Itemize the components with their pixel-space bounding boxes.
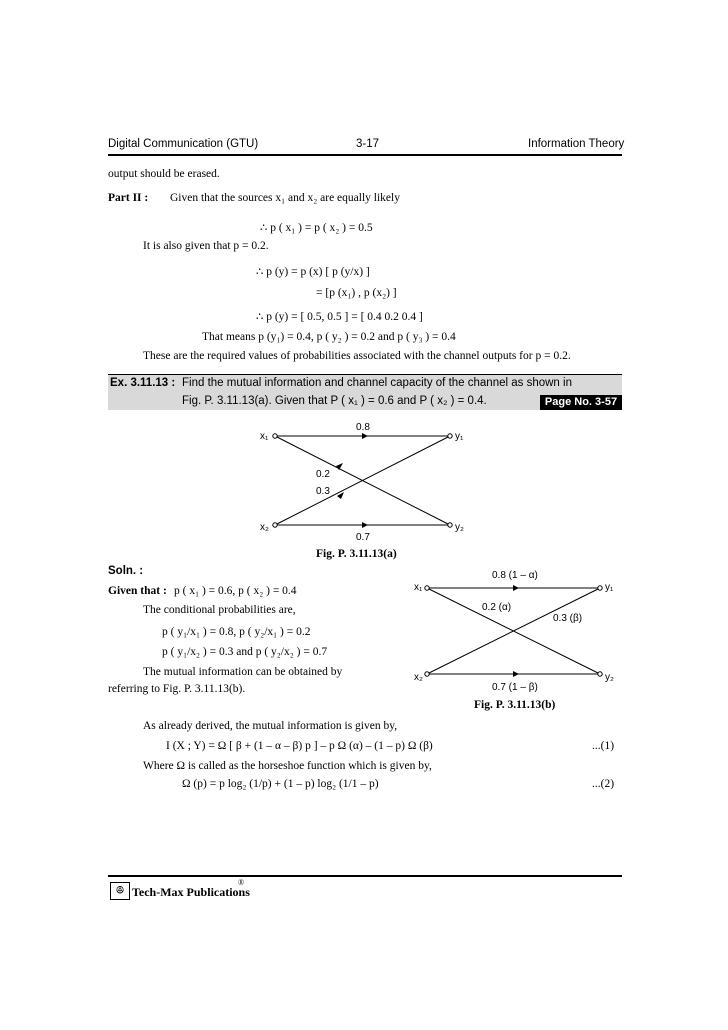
header-right: Information Theory: [528, 138, 625, 150]
part2-label: Part II :: [108, 192, 149, 204]
fig-a-y2: y₂: [455, 522, 464, 533]
fig-a-x1: x₁: [260, 431, 269, 442]
example-label: Ex. 3.11.13 :: [110, 377, 176, 389]
fig-b-x1: x₁: [414, 582, 423, 593]
required-values: These are the required values of probabilities associated with the channel outputs for p = 0.2.: [143, 350, 571, 362]
fig-a-y1: y₁: [455, 431, 464, 442]
fig-b-y2: y₂: [605, 672, 614, 683]
solution-label: Soln. :: [108, 565, 144, 577]
derivation-where: Where Ω is called as the horseshoe function which is given by,: [143, 760, 432, 772]
fig-b-p-top: 0.8 (1 – α): [492, 570, 538, 581]
derivation-intro: As already derived, the mutual information is given by,: [143, 720, 398, 732]
fig-a-p-top: 0.8: [356, 422, 370, 433]
part2-text: Given that the sources x₁ and x₂ are equally likely: [170, 192, 400, 204]
footer-rule: [108, 875, 622, 877]
registered-mark: ®: [238, 878, 245, 887]
header-page-number: 3-17: [356, 138, 380, 150]
fig-b-y1: y₁: [605, 582, 614, 593]
equation-py-1: ∴ p (y) = p (x) [ p (y/x) ]: [256, 266, 370, 278]
cond-2: p ( y₁/x₂ ) = 0.3 and p ( y₂/x₂ ) = 0.7: [162, 646, 328, 658]
header-left: Digital Communication (GTU): [108, 138, 259, 150]
arrow-b-top: [513, 585, 519, 591]
given-text: p ( x₁ ) = 0.6, p ( x₂ ) = 0.4: [174, 585, 297, 597]
equation-omega: Ω (p) = p log₂ (1/p) + (1 – p) log₂ (1/1 – p): [182, 778, 379, 790]
equation-number-1: ...(1): [592, 740, 615, 752]
fig-b-p-bottom: 0.7 (1 – β): [492, 682, 538, 693]
fig-a-x2: x₂: [260, 522, 269, 533]
cond-1: p ( y₁/x₁ ) = 0.8, p ( y₂/x₁ ) = 0.2: [162, 626, 311, 638]
page-number-badge: Page No. 3-57: [540, 395, 622, 410]
equation-number-2: ...(2): [592, 778, 615, 790]
text-erased: output should be erased.: [108, 168, 220, 180]
fig-a-caption: Fig. P. 3.11.13(a): [316, 548, 397, 560]
given-p: It is also given that p = 0.2.: [143, 240, 269, 252]
example-line-2: Fig. P. 3.11.13(a). Given that P ( x₁ ) = 0.6 and P ( x₂ ) = 0.4.: [182, 395, 487, 407]
cond-intro: The conditional probabilities are,: [143, 604, 296, 616]
mutual-line-1: The mutual information can be obtained by: [143, 666, 343, 678]
publisher-logo-icon: ꔮ: [110, 882, 130, 900]
fig-b-p-beta: 0.3 (β): [553, 613, 583, 624]
fig-a-p-bottom: 0.7: [356, 532, 370, 543]
example-line-1: Find the mutual information and channel capacity of the channel as shown in: [182, 377, 572, 389]
fig-b-p-alpha: 0.2 (α): [482, 602, 512, 613]
equation-mutual-info: I (X ; Y) = Ω [ β + (1 – α – β) p ] – p Ω (α) – (1 – p) Ω (β): [166, 740, 433, 752]
arrow-b-bottom: [513, 671, 519, 677]
equation-px: ∴ p ( x₁ ) = p ( x₂ ) = 0.5: [260, 222, 373, 234]
equation-py-2: = [p (x₁) , p (x₂) ]: [316, 287, 397, 299]
fig-a-p-cross1: 0.2: [316, 469, 330, 480]
mutual-line-2: referring to Fig. P. 3.11.13(b).: [108, 683, 246, 695]
equation-py-3: ∴ p (y) = [ 0.5, 0.5 ] = [ 0.4 0.2 0.4 ]: [256, 311, 423, 323]
fig-a-p-cross2: 0.3: [316, 486, 330, 497]
fig-b-caption: Fig. P. 3.11.13(b): [474, 699, 556, 711]
given-label: Given that :: [108, 585, 167, 597]
publisher-name: Tech-Max Publications: [132, 885, 250, 899]
fig-b-x2: x₂: [414, 672, 423, 683]
that-means: That means p (y₁) = 0.4, p ( y₂ ) = 0.2 and p ( y₃ ) = 0.4: [202, 331, 456, 343]
